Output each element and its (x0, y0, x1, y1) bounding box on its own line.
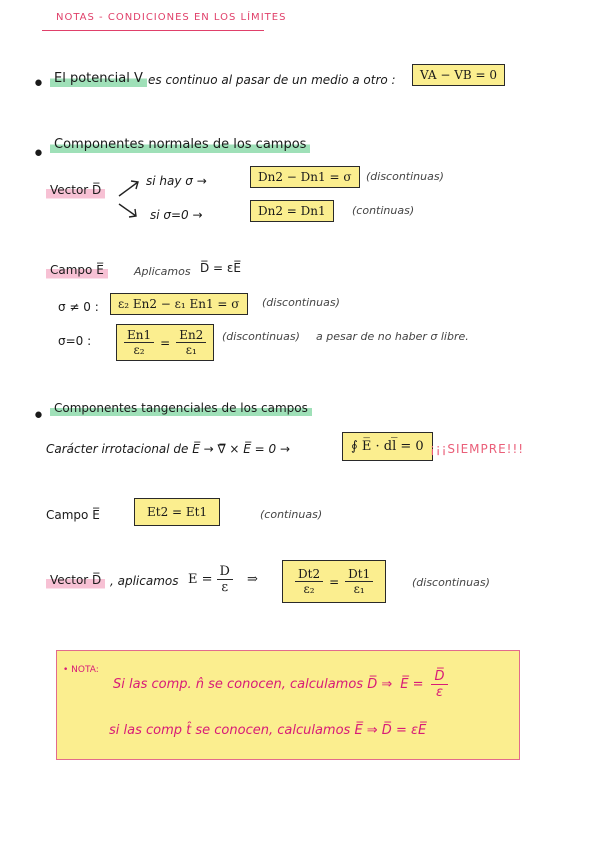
case-sigma-label: si hay σ → (146, 174, 207, 188)
vector-d-label: Vector D̅ (46, 182, 105, 200)
campo-e-label: Campo E̅ (46, 262, 108, 280)
et-continuous-box: Et2 = Et1 (134, 498, 220, 526)
note-line-text: Si las comp. n̂ se conocen, calculamos D̅ ⇒ (113, 677, 393, 692)
note-box (56, 650, 520, 760)
continuous-note: (continuas) (352, 204, 415, 217)
vector-d-label: Vector D̅ (46, 572, 105, 590)
branch-arrows-icon (116, 176, 142, 222)
numerator: D̅ (431, 669, 447, 685)
normal-components-heading: Componentes normales de los campos (50, 136, 310, 155)
case-sigma-zero-label: si σ=0 → (150, 208, 203, 222)
numerator: Dt2 (295, 567, 323, 582)
aplicamos-label: , aplicamos (110, 574, 179, 588)
implies-arrow: ⇒ (246, 572, 258, 587)
tangential-components-heading: Componentes tangenciales de los campos (50, 400, 312, 418)
sigma-free-remark: a pesar de no haber σ libre. (316, 330, 469, 343)
constitutive-relation: D̅ = εE̅ (200, 261, 241, 275)
denominator: ε₁ (185, 343, 197, 357)
fraction (124, 328, 154, 357)
denominator: ε₂ (303, 582, 315, 596)
relation-lhs: E̅ = (400, 677, 424, 692)
title-underline (42, 30, 264, 31)
equals: = (329, 574, 340, 589)
potential-box: VA − VB = 0 (412, 64, 505, 86)
sigma-zero-label: σ=0 : (58, 334, 92, 348)
relation-lhs: E = (188, 572, 213, 587)
note-line-tangential: si las comp t̂ se conocen, calculamos E̅ ⇒ D̅ = εE̅ (109, 723, 427, 738)
numerator: D (217, 564, 233, 580)
continuous-note: (continuas) (260, 508, 323, 521)
dn-discontinuous-box: Dn2 − Dn1 = σ (250, 166, 360, 188)
fraction (431, 669, 447, 700)
denominator: ε₂ (133, 343, 145, 357)
denominator: ε (221, 580, 229, 595)
equals: = (160, 335, 171, 350)
note-line-normal (113, 669, 448, 700)
discontinuous-note: (discontinuas) (366, 170, 444, 183)
fraction (176, 328, 206, 357)
numerator: En1 (124, 328, 154, 343)
potential-text: es continuo al pasar de un medio a otro : (148, 73, 396, 87)
dn-continuous-box: Dn2 = Dn1 (250, 200, 334, 222)
aplicamos-label: Aplicamos (134, 265, 191, 278)
fraction (345, 567, 373, 596)
denominator: ε₁ (353, 582, 365, 596)
fraction (217, 564, 233, 595)
campo-e-label: Campo E̅ (46, 508, 100, 522)
sigma-nonzero-label: σ ≠ 0 : (58, 300, 99, 314)
numerator: Dt1 (345, 567, 373, 582)
bullet: • (32, 72, 45, 97)
denominator: ε (435, 685, 443, 700)
irrotational-text: Carácter irrotacional de E̅ → ∇̅ × E̅ = 0 → (46, 442, 290, 456)
discontinuous-note: (discontinuas) (262, 296, 340, 309)
note-label: • NOTA: (63, 665, 99, 675)
numerator: En2 (176, 328, 206, 343)
discontinuous-note: (discontinuas) (222, 330, 300, 343)
page-title: NOTAS - CONDICIONES EN LOS LÍMITES (56, 12, 287, 23)
discontinuous-note: (discontinuas) (412, 576, 490, 589)
potential-heading: El potencial V (50, 70, 147, 89)
e-d-relation (188, 564, 258, 595)
circulation-box: ∮ E̅ · dl̅ = 0 (342, 432, 433, 461)
en-ratio-box (116, 324, 214, 361)
dt-ratio-box (282, 560, 386, 603)
en-discontinuous-box: ε₂ En2 − ε₁ En1 = σ (110, 293, 248, 315)
bullet: • (32, 404, 45, 429)
bullet: • (32, 142, 45, 167)
fraction (295, 567, 323, 596)
siempre-emphasis: ¡¡¡SIEMPRE!!! (430, 442, 525, 456)
